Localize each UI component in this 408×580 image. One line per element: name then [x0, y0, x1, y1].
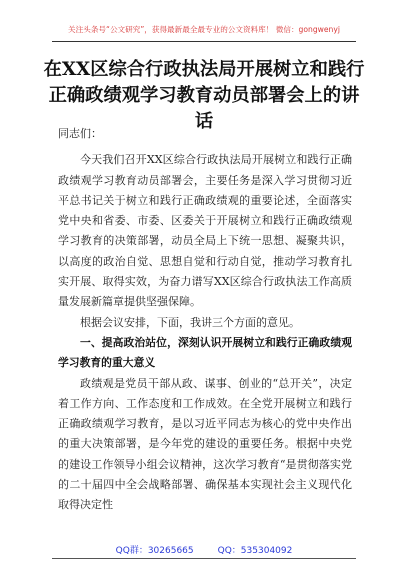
- document-body: [58, 124, 352, 516]
- header-notice: 关注头条号“公文研究”，获得最新最全最专业的公文资料库！ 微信：gongwenyj: [68, 25, 340, 34]
- footer-contact: [52, 543, 356, 556]
- section-heading: 一、提高政治站位，深刻认识开展树立和践行正确政绩观学习教育的重大意义: [58, 335, 352, 370]
- paragraph: 根据会议安排，下面，我讲三个方面的意见。: [80, 315, 300, 329]
- footer-qq: QQ：535304092: [217, 546, 293, 556]
- salutation: 同志们：: [58, 127, 102, 140]
- header-divider: [52, 41, 356, 42]
- footer-qq-group: QQ群：30265665: [115, 546, 194, 556]
- paragraph: 今天我们召开XX区综合行政执法局开展树立和践行正确政绩观学习教育动员部署会，主要任务是深入学习贯彻习近平总书记关于树立和践行正确政绩观的重要论述，全面落实党中央和省委、市委、区委关于开展树立和践行正确政绩观学习教育的决策部署，动员全局上下统一思想、凝聚共识，以高度的政治自觉、思想自觉和行动自觉，推动学习教育扎实开展、取得实效，为奋力谱写XX区综合行政执法工作高质量发展新篇章提供坚强保障。: [58, 153, 352, 309]
- footer-divider: [52, 558, 356, 559]
- paragraph: 政绩观是党员干部从政、谋事、创业的“总开关”，决定着工作方向、工作态度和工作成效。在全党开展树立和践行正确政绩观学习教育，是以习近平同志为核心的党中央作出的重大决策部署，是今年党的建设的重要任务。根据中央党的建设工作领导小组会议精神，这次学习教育“是贯彻落实党的二十届四中全会战略部署、确保基本实现社会主义现代化取得决定性: [58, 376, 352, 512]
- title-line-1: 在XX区综合行政执法局开展树立和践行: [43, 59, 365, 80]
- title-line-2: 正确政绩观学习教育动员部署会上的讲话: [48, 85, 360, 132]
